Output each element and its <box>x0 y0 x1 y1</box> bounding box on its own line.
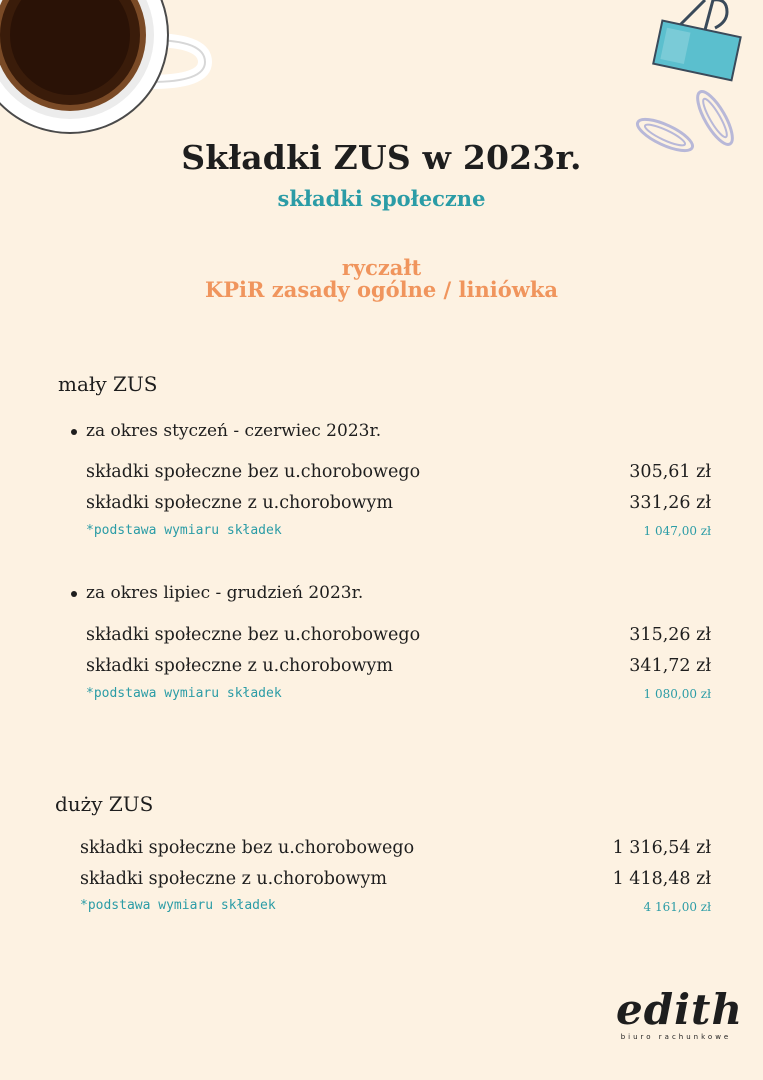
row-amount: 1 316,54 zł <box>612 838 711 858</box>
coffee-cup-icon <box>0 0 240 135</box>
row-amount: 1 418,48 zł <box>612 869 711 889</box>
tax-form-1: ryczałt <box>341 255 422 280</box>
row-label: składki społeczne z u.chorobowym <box>86 656 393 676</box>
row-label: składki społeczne bez u.chorobowego <box>86 625 421 645</box>
section-heading-duzy-zus: duży ZUS <box>55 792 154 816</box>
row-label: składki społeczne bez u.chorobowego <box>80 838 415 858</box>
row-amount: 331,26 zł <box>629 493 711 513</box>
row-amount: 315,26 zł <box>629 625 711 645</box>
row-label: składki społeczne z u.chorobowym <box>80 869 387 889</box>
logo-name: edith <box>616 985 743 1034</box>
tax-form-2: KPiR zasady ogólne / liniówka <box>205 277 558 302</box>
row-label: składki społeczne bez u.chorobowego <box>86 462 421 482</box>
page-subtitle: składki społeczne <box>277 186 486 211</box>
row-amount: 305,61 zł <box>629 462 711 482</box>
logo-tagline: biuro rachunkowe <box>620 1033 732 1041</box>
base-amount: 1 047,00 zł <box>643 524 711 538</box>
page-title: Składki ZUS w 2023r. <box>181 138 582 177</box>
row-label: składki społeczne z u.chorobowym <box>86 493 393 513</box>
base-label: *podstawa wymiaru składek <box>80 898 276 913</box>
row-amount: 341,72 zł <box>629 656 711 676</box>
period-label: za okres lipiec - grudzień 2023r. <box>86 583 364 603</box>
brand-logo <box>616 985 743 1045</box>
section-heading-maly-zus: mały ZUS <box>58 372 158 396</box>
binder-clip-icon <box>635 0 763 160</box>
base-amount: 4 161,00 zł <box>643 900 711 914</box>
base-label: *podstawa wymiaru składek <box>86 686 282 701</box>
base-label: *podstawa wymiaru składek <box>86 523 282 538</box>
base-amount: 1 080,00 zł <box>643 687 711 701</box>
period-label: za okres styczeń - czerwiec 2023r. <box>86 421 382 441</box>
